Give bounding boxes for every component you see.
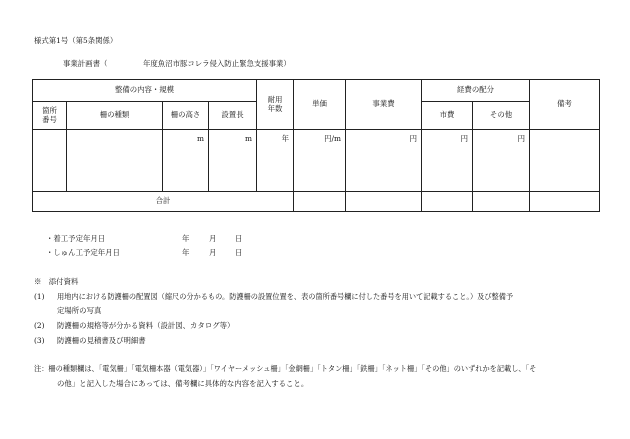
fence-height-cell[interactable]: m xyxy=(163,130,209,192)
plan-title-prefix: 事業計画書（ xyxy=(63,59,108,68)
start-year-unit: 年 xyxy=(182,234,190,243)
attachments-heading: ※ 添付資料 xyxy=(34,277,79,286)
completion-day-unit: 日 xyxy=(235,248,243,257)
location-no-cell[interactable] xyxy=(33,130,67,192)
useful-life-header xyxy=(257,80,294,130)
city-cost-header: 市費 xyxy=(422,102,473,130)
remarks-cell[interactable] xyxy=(530,130,600,192)
start-month-unit: 月 xyxy=(209,234,217,243)
unit-price-header: 単価 xyxy=(294,80,346,130)
attachment-2-text: 防護柵の規格等が分かる資料（設計図、カタログ等） xyxy=(57,321,235,330)
attachment-1-number: (1) xyxy=(34,292,45,301)
city-cost-cell[interactable]: 円 xyxy=(422,130,473,192)
completion-month-unit: 月 xyxy=(209,248,217,257)
unit-price-cell[interactable]: 円/m xyxy=(294,130,346,192)
total-city-cost-cell[interactable] xyxy=(422,192,473,212)
project-cost-cell[interactable]: 円 xyxy=(346,130,422,192)
start-day-unit: 日 xyxy=(235,234,243,243)
location-no-header-line2: 番号 xyxy=(42,114,57,124)
group-maintenance-header: 整備の内容・規模 xyxy=(33,80,257,102)
length-cell[interactable]: m xyxy=(209,130,257,192)
attachment-1-text-line2: 定場所の写真 xyxy=(57,306,102,315)
attachment-3-text: 防護柵の見積書及び明細書 xyxy=(57,336,146,345)
total-label: 合計 xyxy=(33,192,294,212)
location-no-header-line1: 箇所 xyxy=(42,105,57,115)
completion-year-unit: 年 xyxy=(182,248,190,257)
attachment-2-number: (2) xyxy=(34,321,45,330)
other-cost-cell[interactable]: 円 xyxy=(473,130,530,192)
total-other-cost-cell[interactable] xyxy=(473,192,530,212)
plan-title-project: 年度魚沼市豚コレラ侵入防止緊急支援事業） xyxy=(143,59,291,68)
note-line1: 注：柵の種類欄は、「電気柵」「電気柵本器（電気器）」「ワイヤーメッシュ柵」「金網柵」「トタン柵」「鉄柵」「ネット柵」「その他」のいずれかを記載し、「そ xyxy=(34,364,537,373)
total-remarks-cell[interactable] xyxy=(530,192,600,212)
other-cost-header: その他 xyxy=(473,102,530,130)
fence-type-header: 柵の種類 xyxy=(67,102,163,130)
useful-life-header-line2: 年数 xyxy=(267,103,283,113)
completion-date-label: ・しゅん工予定年月日 xyxy=(46,248,120,257)
length-header: 設置長 xyxy=(209,102,257,130)
note-line2: の他」と記入した場合にあっては、備考欄に具体的な内容を記入すること。 xyxy=(57,379,309,388)
useful-life-header-line1: 耐用 xyxy=(267,94,283,104)
fence-height-header: 柵の高さ xyxy=(163,102,209,130)
total-project-cost-cell[interactable] xyxy=(346,192,422,212)
total-unit-price-cell[interactable] xyxy=(294,192,346,212)
attachment-1-text-line1: 用地内における防護柵の配置図（縮尺の分かるもの。防護柵の設置位置を、表の箇所番号欄に付した番号を用いて記載すること。）及び整備予 xyxy=(57,292,514,301)
fence-type-cell[interactable] xyxy=(67,130,163,192)
plan-table xyxy=(32,79,600,212)
attachment-3-number: (3) xyxy=(34,336,45,345)
useful-life-cell[interactable]: 年 xyxy=(257,130,294,192)
form-label: 様式第1号（第5条関係） xyxy=(34,36,118,45)
location-no-header xyxy=(33,102,67,130)
group-cost-share-header: 経費の配分 xyxy=(422,80,530,102)
project-cost-header: 事業費 xyxy=(346,80,422,130)
remarks-header: 備考 xyxy=(530,80,600,130)
start-date-label: ・着工予定年月日 xyxy=(46,234,106,243)
